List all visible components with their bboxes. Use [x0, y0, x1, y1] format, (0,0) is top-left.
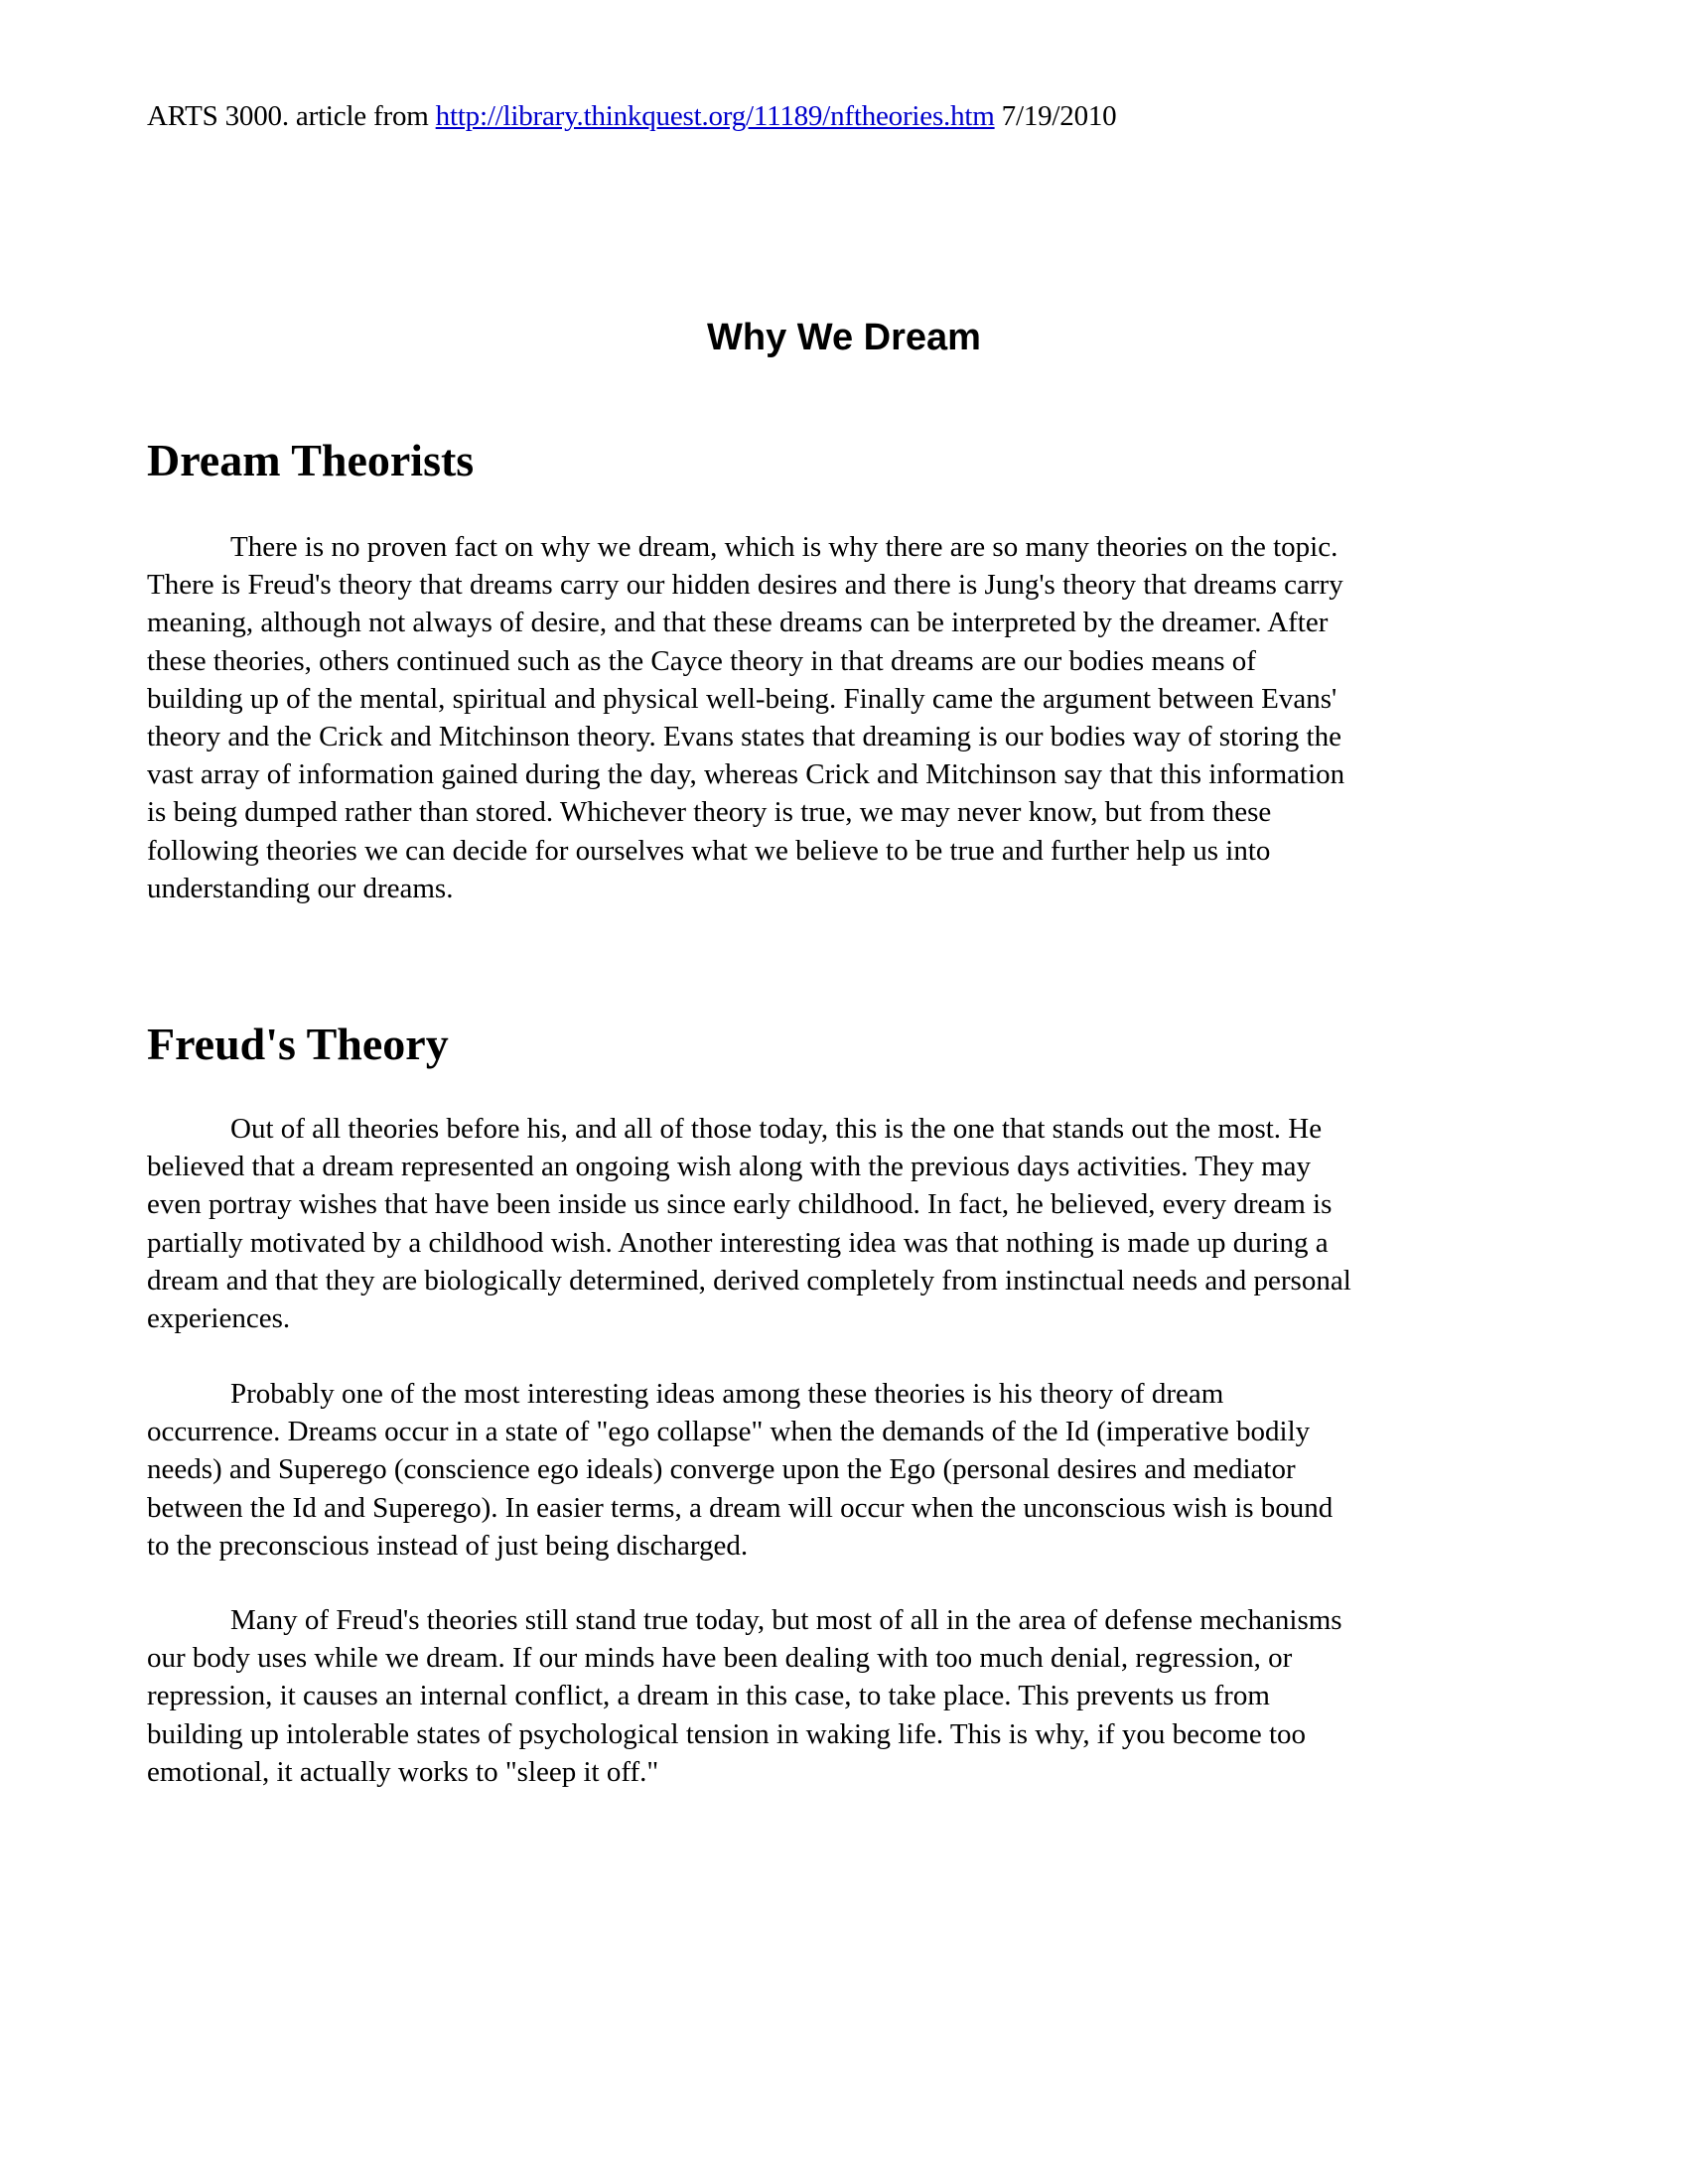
header-date: 7/19/2010 — [994, 100, 1117, 132]
text-line: There is no proven fact on why we dream, which is why there are so many theories on the topic. — [230, 531, 1338, 563]
text-line: even portray wishes that have been inside us since early childhood. In fact, he believed, every dream is — [147, 1188, 1333, 1221]
text-line: experiences. — [147, 1302, 291, 1335]
header-course-label: ARTS 3000. article from — [147, 100, 436, 132]
page-header — [147, 98, 1116, 134]
text-line: to the preconscious instead of just being discharged. — [147, 1529, 749, 1562]
text-line: following theories we can decide for ourselves what we believe to be true and further help us into — [147, 834, 1271, 867]
text-line: theory and the Crick and Mitchinson theory. Evans states that dreaming is our bodies way of storing the — [147, 721, 1341, 753]
source-url-link[interactable]: http://library.thinkquest.org/11189/nftheories.htm — [435, 100, 995, 132]
text-line: partially motivated by a childhood wish. Another interesting idea was that nothing is made up during a — [147, 1226, 1329, 1259]
text-line: occurrence. Dreams occur in a state of "ego collapse" when the demands of the Id (imperative bodily — [147, 1416, 1311, 1448]
text-line: between the Id and Superego). In easier terms, a dream will occur when the unconscious wish is bound — [147, 1491, 1334, 1524]
text-line: these theories, others continued such as the Cayce theory in that dreams are our bodies means of — [147, 644, 1256, 677]
text-line: our body uses while we dream. If our minds have been dealing with too much denial, regression, or — [147, 1642, 1293, 1675]
paragraph-freud-1 — [147, 1110, 1537, 1337]
text-line: Out of all theories before his, and all of those today, this is the one that stands out the most. He — [230, 1113, 1323, 1145]
text-line: understanding our dreams. — [147, 872, 454, 904]
text-line: building up intolerable states of psychological tension in waking life. This is why, if you become too — [147, 1717, 1307, 1750]
document-title: Why We Dream — [707, 317, 981, 358]
text-line: is being dumped rather than stored. Whichever theory is true, we may never know, but from these — [147, 796, 1272, 829]
text-line: repression, it causes an internal conflict, a dream in this case, to take place. This prevents us from — [147, 1680, 1270, 1712]
text-line: vast array of information gained during the day, whereas Crick and Mitchinson say that this information — [147, 758, 1345, 791]
text-line: believed that a dream represented an ongoing wish along with the previous days activities. They may — [147, 1151, 1312, 1183]
section-heading-freuds-theory: Freud's Theory — [147, 1019, 449, 1069]
text-line: needs) and Superego (conscience ego ideals) converge upon the Ego (personal desires and mediator — [147, 1453, 1296, 1486]
paragraph-dream-theorists — [147, 528, 1537, 907]
text-line: meaning, although not always of desire, and that these dreams can be interpreted by the dreamer. After — [147, 607, 1329, 639]
text-line: building up of the mental, spiritual and physical well-being. Finally came the argument between Evans' — [147, 682, 1337, 715]
text-line: Many of Freud's theories still stand true today, but most of all in the area of defense mechanisms — [230, 1604, 1342, 1636]
text-line: Probably one of the most interesting ideas among these theories is his theory of dream — [230, 1378, 1224, 1410]
paragraph-freud-2 — [147, 1375, 1537, 1565]
text-line: emotional, it actually works to "sleep it off." — [147, 1755, 659, 1788]
section-heading-dream-theorists: Dream Theorists — [147, 435, 475, 485]
paragraph-freud-3 — [147, 1601, 1537, 1791]
text-line: dream and that they are biologically determined, derived completely from instinctual needs and personal — [147, 1264, 1351, 1297]
text-line: There is Freud's theory that dreams carry our hidden desires and there is Jung's theory that dreams carry — [147, 569, 1343, 602]
